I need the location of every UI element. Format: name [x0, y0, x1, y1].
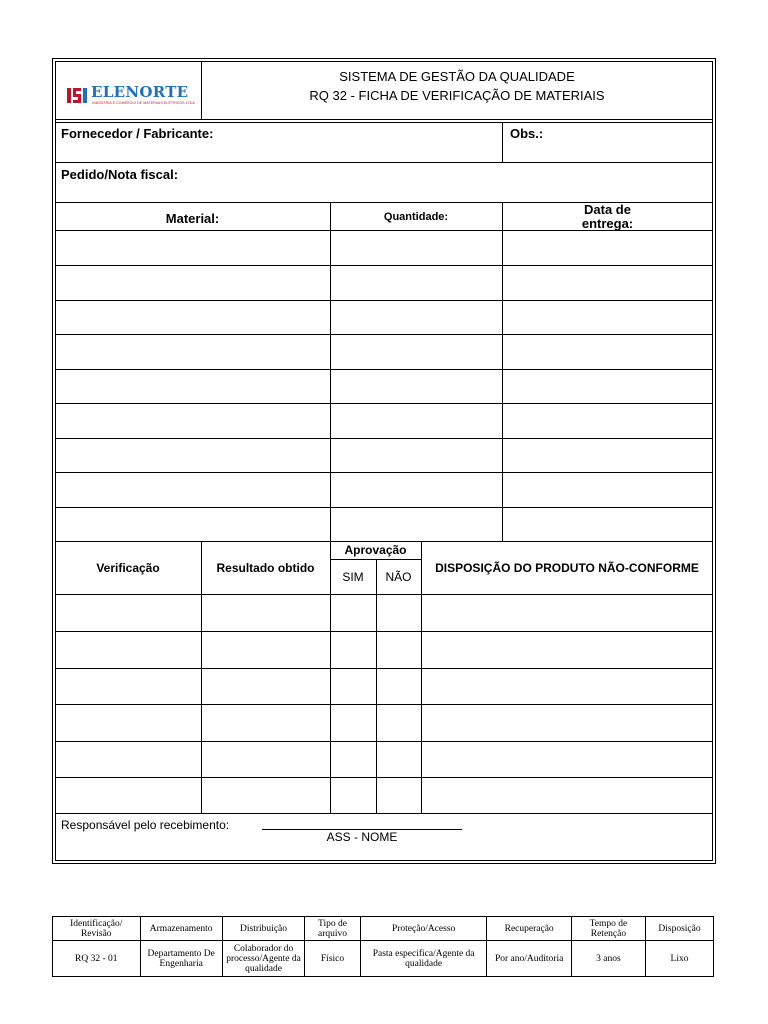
- control-value-cell: Colaborador do processo/Agente da qualidade: [222, 941, 304, 977]
- material-column-header: Material:: [165, 211, 220, 226]
- supplier-label: Fornecedor / Fabricante:: [61, 126, 214, 141]
- system-title: SISTEMA DE GESTÃO DA QUALIDADE: [339, 69, 575, 84]
- control-header-cell: Identificação/ Revisão: [53, 917, 141, 941]
- order-label: Pedido/Nota fiscal:: [61, 167, 179, 182]
- approval-column-header: Aprovação: [344, 543, 407, 557]
- receiver-label: Responsável pelo recebimento:: [61, 818, 230, 832]
- form-title: RQ 32 - FICHA DE VERIFICAÇÃO DE MATERIAIS: [309, 88, 605, 103]
- signature-caption: ASS - NOME: [326, 830, 398, 844]
- verification-column-header: Verificação: [96, 561, 160, 575]
- control-header-cell: Proteção/Acesso: [360, 917, 487, 941]
- control-value-cell: Lixo: [645, 941, 713, 977]
- approval-yes-header: SIM: [342, 570, 364, 584]
- control-value-cell: Pasta especifica/Agente da qualidade: [360, 941, 487, 977]
- company-logo: [66, 83, 195, 108]
- nonconforming-disposition-header: DISPOSIÇÃO DO PRODUTO NÃO-CONFORME: [435, 561, 699, 575]
- obs-label: Obs.:: [510, 126, 544, 141]
- delivery-date-header-line2: entrega:: [581, 216, 634, 231]
- control-value-cell: Físico: [305, 941, 361, 977]
- approval-no-header: NÃO: [385, 570, 412, 584]
- control-header-cell: Recuperação: [487, 917, 571, 941]
- control-header-row: [53, 917, 714, 941]
- control-header-cell: Tempo de Retenção: [571, 917, 645, 941]
- control-value-cell: Departamento De Engenharia: [140, 941, 222, 977]
- logo-wordmark: ELENORTE: [91, 83, 189, 101]
- control-value-cell: 3 anos: [571, 941, 645, 977]
- control-header-cell: Distribuição: [222, 917, 304, 941]
- logo-mark-icon: [66, 85, 88, 105]
- logo-subtitle: INDÚSTRIA E COMÉRCIO DE MATERIAIS ELÉTRICOS LTDA: [92, 101, 195, 105]
- control-header-cell: Armazenamento: [140, 917, 222, 941]
- quantity-column-header: Quantidade:: [383, 211, 449, 223]
- control-header-cell: Tipo de arquivo: [305, 917, 361, 941]
- document-control-table: [52, 916, 714, 977]
- control-value-row: [53, 941, 714, 977]
- control-value-cell: Por ano/Auditoria: [487, 941, 571, 977]
- control-header-cell: Disposição: [645, 917, 713, 941]
- result-column-header: Resultado obtido: [216, 561, 315, 575]
- control-value-cell: RQ 32 - 01: [53, 941, 141, 977]
- delivery-date-header-line1: Data de: [584, 202, 631, 217]
